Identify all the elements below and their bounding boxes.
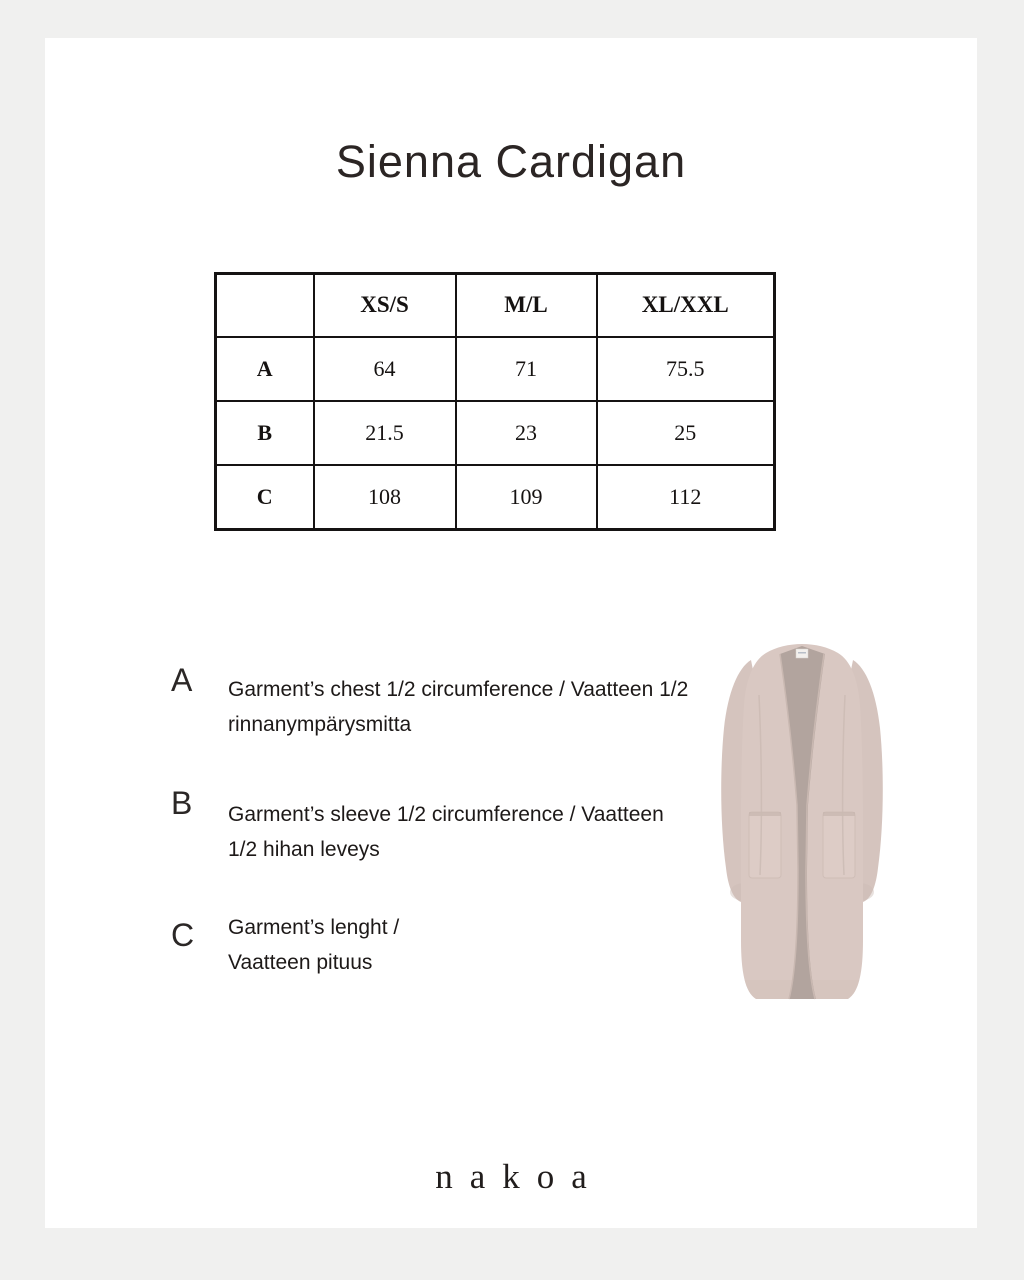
row-label-a: A [216,337,314,401]
table-cell: 108 [314,465,456,530]
row-label-c: C [216,465,314,530]
size-table-header-row [216,274,775,337]
cardigan-right-pocket [823,812,855,878]
table-row-a [216,337,775,401]
legend-letter-b: B [171,785,193,821]
table-cell: 112 [597,465,775,530]
cardigan-left-pocket [749,812,781,878]
size-column-xss: XS/S [314,274,456,337]
legend-text-a [228,672,708,742]
neck-label-text-line [798,652,806,654]
cardigan-left-pocket-shadow [749,812,781,816]
legend-text-line: Garment’s lenght / [228,916,400,939]
legend-text-line: Garment’s chest 1/2 circumference / Vaatteen 1/2 [228,678,689,701]
table-cell: 64 [314,337,456,401]
cardigan-right-pocket-shadow [823,812,855,816]
legend-text-b [228,797,708,867]
size-table [214,272,776,531]
document-page [45,38,977,1228]
size-column-ml: M/L [456,274,597,337]
table-cell: 109 [456,465,597,530]
table-row-c [216,465,775,530]
legend-letter-a: A [171,662,193,698]
row-label-b: B [216,401,314,465]
product-image [712,640,892,1005]
brand-logo: nakoa [435,1157,604,1196]
size-table-corner-cell [216,274,314,337]
table-cell: 75.5 [597,337,775,401]
table-cell: 71 [456,337,597,401]
legend-text-line: rinnanympärysmitta [228,713,412,736]
legend-letter-c: C [171,917,195,953]
legend-text-line: Vaatteen pituus [228,951,373,974]
table-row-b [216,401,775,465]
cardigan-image [712,640,892,1005]
table-cell: 25 [597,401,775,465]
legend-text-line: 1/2 hihan leveys [228,838,380,861]
legend-text-c [228,910,708,980]
table-cell: 21.5 [314,401,456,465]
table-cell: 23 [456,401,597,465]
size-column-xlxxl: XL/XXL [597,274,775,337]
page-title: Sienna Cardigan [335,136,687,187]
legend-text-line: Garment’s sleeve 1/2 circumference / Vaatteen [228,803,664,826]
